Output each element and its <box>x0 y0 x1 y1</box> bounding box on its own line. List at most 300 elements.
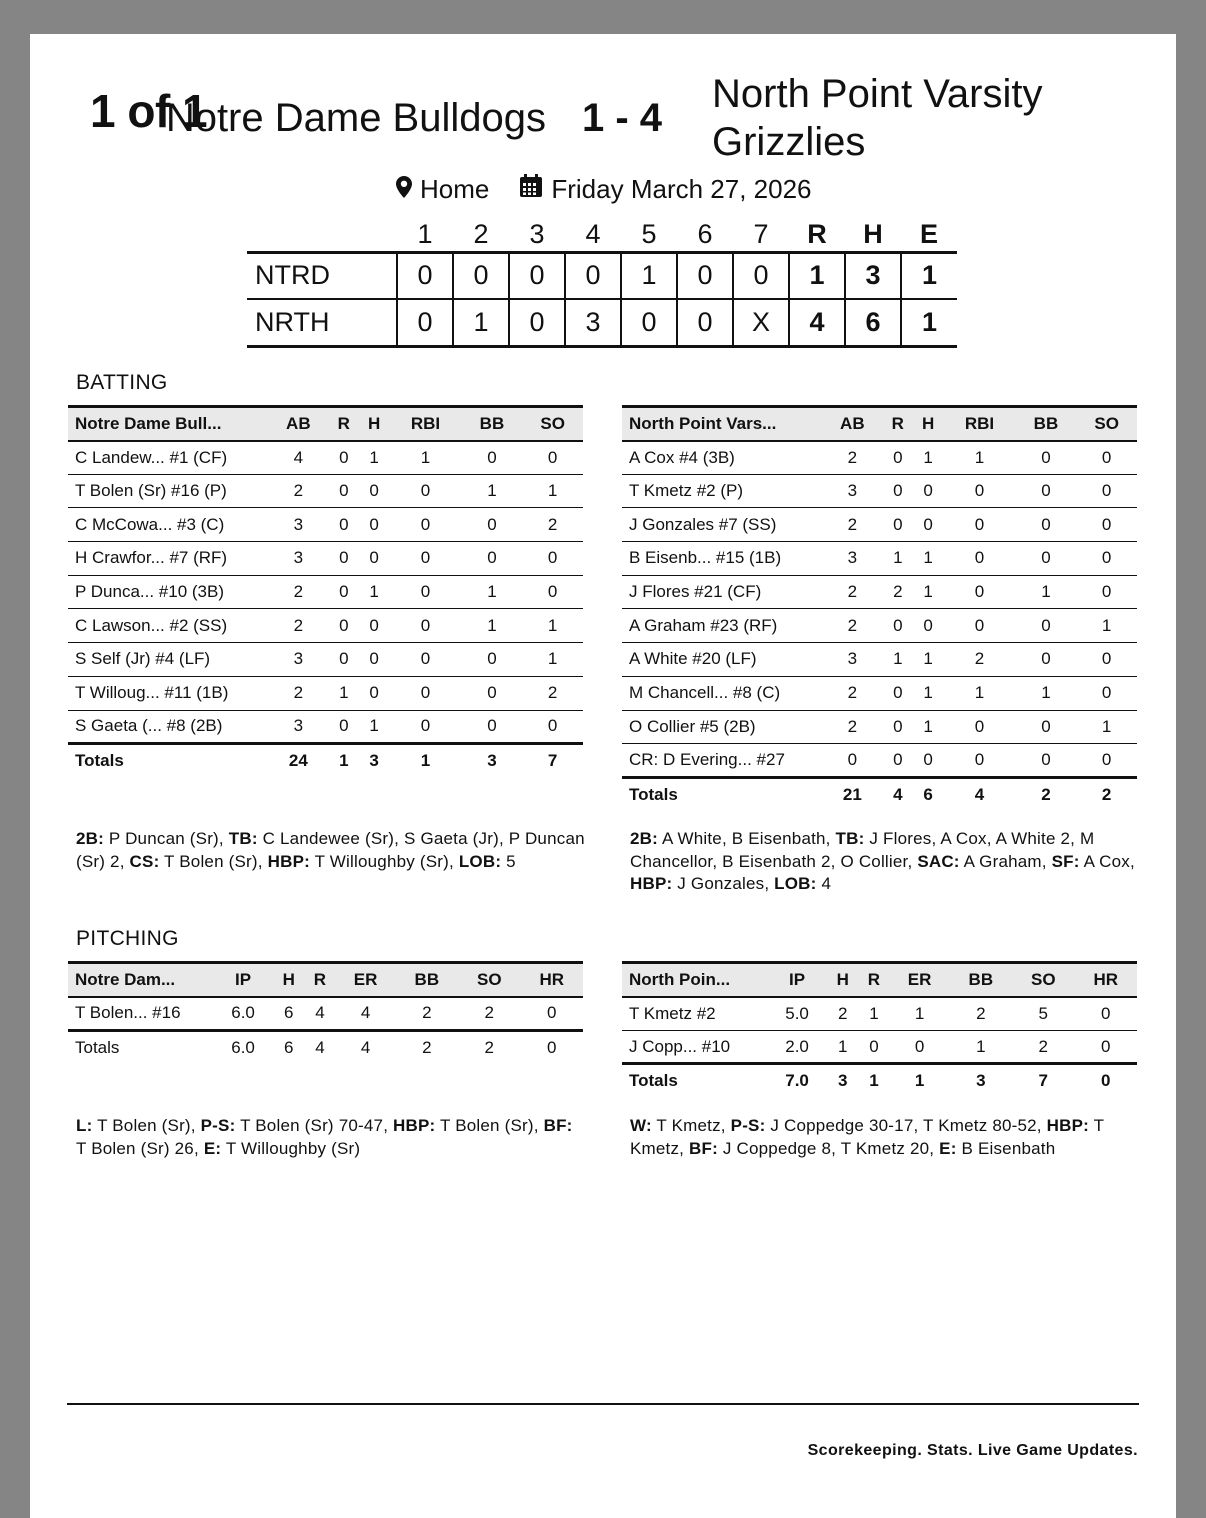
note-label: SAC: <box>917 851 960 871</box>
stat-cell: 4 <box>304 997 335 1031</box>
player-row <box>68 609 583 643</box>
player-name: J Gonzales #7 (SS) <box>622 508 822 542</box>
line-score-row <box>247 252 957 299</box>
stat-cell: 2 <box>268 609 329 643</box>
stat-cell: 0 <box>389 542 461 576</box>
stat-cell: 0 <box>943 744 1015 778</box>
stat-cell: 0 <box>329 542 359 576</box>
stat-cell: 3 <box>268 710 329 744</box>
stat-cell: 2 <box>883 575 913 609</box>
player-row <box>68 643 583 677</box>
stat-cell: 2 <box>822 609 883 643</box>
player-name: P Dunca... #10 (3B) <box>68 575 268 609</box>
stat-cell: 0 <box>1076 542 1137 576</box>
stat-cell: 1 <box>522 643 583 677</box>
stats-header-row <box>68 407 583 441</box>
errors-header: E <box>919 218 938 249</box>
stat-cell: 0 <box>389 508 461 542</box>
stat-cell: 0 <box>883 710 913 744</box>
stat-cell: 0 <box>883 609 913 643</box>
player-name: CR: D Evering... #27 <box>622 744 822 778</box>
away-pitching-notes <box>630 1115 1135 1160</box>
player-row <box>622 744 1137 778</box>
stat-cell: 0 <box>522 542 583 576</box>
stat-cell: 0 <box>522 575 583 609</box>
player-name: A Graham #23 (RF) <box>622 609 822 643</box>
player-name: C Lawson... #2 (SS) <box>68 609 268 643</box>
stat-cell: 6 <box>273 997 304 1031</box>
hits-header: H <box>863 218 883 249</box>
inning-score: 0 <box>509 299 565 346</box>
player-name: A White #20 (LF) <box>622 643 822 677</box>
stat-cell: 1 <box>462 474 523 508</box>
stat-cell: 1 <box>462 609 523 643</box>
note-label: E: <box>939 1138 957 1158</box>
stat-cell: 1 <box>913 542 943 576</box>
stat-cell: 0 <box>1076 575 1137 609</box>
note-text: J Flores, A Cox, A White 2, M Chancellor, B Eisenbath 2, O Collier, <box>630 829 1095 871</box>
stat-cell: 3 <box>268 508 329 542</box>
player-name: T Willoug... #11 (1B) <box>68 676 268 710</box>
location-label: Home <box>420 174 490 204</box>
note-text: T Bolen (Sr), <box>435 1116 544 1135</box>
inning-header: 6 <box>697 218 713 249</box>
stat-cell: 0 <box>462 643 523 677</box>
total-cell: 2 <box>396 1030 458 1064</box>
total-cell: 24 <box>268 744 329 778</box>
player-row <box>622 1030 1137 1064</box>
stat-cell: 1 <box>913 710 943 744</box>
stat-cell: 2 <box>522 508 583 542</box>
note-text: T Bolen (Sr), <box>92 1116 201 1135</box>
player-row <box>622 710 1137 744</box>
note-label: CS: <box>129 851 160 871</box>
stat-cell: 0 <box>389 609 461 643</box>
note-text: T Willoughby (Sr) <box>221 1138 361 1158</box>
column-header: SO <box>1076 407 1137 441</box>
stat-cell: 0 <box>883 508 913 542</box>
note-text: J Gonzales, <box>672 874 775 893</box>
column-header: H <box>359 407 389 441</box>
stat-cell: 0 <box>462 710 523 744</box>
home-batting-table <box>68 405 583 777</box>
column-header: IP <box>213 963 273 997</box>
stat-cell: 0 <box>522 710 583 744</box>
note-text: A White, B Eisenbath, <box>658 829 836 848</box>
stat-cell: 2 <box>268 575 329 609</box>
totals-label: Totals <box>68 744 268 778</box>
stat-cell: 2 <box>950 997 1012 1031</box>
stat-cell: 1 <box>950 1030 1012 1064</box>
note-label: 2B: <box>76 829 104 848</box>
pitching-section-title: PITCHING <box>76 927 179 950</box>
player-name: S Self (Jr) #4 (LF) <box>68 643 268 677</box>
stat-cell: 1 <box>827 1030 858 1064</box>
note-label: TB: <box>228 829 258 848</box>
note-text: T Bolen (Sr) 26, <box>76 1138 204 1158</box>
stat-cell: 0 <box>359 643 389 677</box>
column-header: BB <box>462 407 523 441</box>
column-header: R <box>304 963 335 997</box>
total-cell: 6 <box>913 777 943 811</box>
player-name: M Chancell... #8 (C) <box>622 676 822 710</box>
stat-cell: 0 <box>389 676 461 710</box>
inning-score: 0 <box>565 252 621 299</box>
player-row <box>622 643 1137 677</box>
note-label: W: <box>630 1116 652 1135</box>
note-label: P-S: <box>200 1116 236 1135</box>
away-team-name: North Point Varsity Grizzlies <box>712 72 1043 164</box>
home-pitching-table <box>68 961 583 1064</box>
note-label: L: <box>76 1116 93 1135</box>
note-text: 5 <box>501 851 516 871</box>
total-cell: 4 <box>336 1030 396 1064</box>
note-text: T Kmetz, <box>651 1116 731 1135</box>
stat-cell: 0 <box>329 474 359 508</box>
inning-score: 0 <box>453 252 509 299</box>
total-cell: 1 <box>890 1064 950 1098</box>
final-score: 1 - 4 <box>582 96 663 140</box>
player-name: J Flores #21 (CF) <box>622 575 822 609</box>
total-cell: 3 <box>827 1064 858 1098</box>
total-cell: 4 <box>943 777 1015 811</box>
stats-header-row <box>622 963 1137 997</box>
note-label: HBP: <box>393 1116 436 1135</box>
stat-cell: 1 <box>883 643 913 677</box>
stat-cell: 3 <box>822 542 883 576</box>
home-team-name: Notre Dame Bulldogs <box>165 96 546 140</box>
stat-cell: 2 <box>822 676 883 710</box>
stat-cell: 3 <box>822 474 883 508</box>
stat-cell: 0 <box>1076 441 1137 475</box>
note-text: T Bolen (Sr), <box>159 851 268 871</box>
stat-cell: 2 <box>822 441 883 475</box>
player-row <box>68 441 583 475</box>
stat-cell: 1 <box>389 441 461 475</box>
column-header: ER <box>890 963 950 997</box>
column-header: BB <box>950 963 1012 997</box>
column-header: RBI <box>389 407 461 441</box>
stats-header-row <box>622 407 1137 441</box>
stat-cell: 0 <box>329 643 359 677</box>
player-row <box>622 997 1137 1031</box>
team-header: North Poin... <box>622 963 767 997</box>
total-cell: 0 <box>521 1030 583 1064</box>
stat-cell: 0 <box>1016 609 1077 643</box>
column-header: HR <box>521 963 583 997</box>
stat-cell: 2 <box>943 643 1015 677</box>
note-label: E: <box>203 1138 222 1158</box>
box-score-page <box>30 34 1176 1518</box>
stat-cell: 0 <box>329 575 359 609</box>
totals-label: Totals <box>68 1030 213 1064</box>
player-name: O Collier #5 (2B) <box>622 710 822 744</box>
player-name: T Bolen... #16 <box>68 997 213 1031</box>
stat-cell: 2 <box>458 997 520 1031</box>
stat-cell: 0 <box>883 441 913 475</box>
stat-cell: 0 <box>943 474 1015 508</box>
line-score-table <box>247 218 957 348</box>
player-row <box>68 474 583 508</box>
total-cell: 1 <box>329 744 359 778</box>
inning-score: 0 <box>733 252 789 299</box>
total-cell: 4 <box>304 1030 335 1064</box>
game-date: Friday March 27, 2026 <box>551 174 812 204</box>
runs-header: R <box>807 218 827 249</box>
stat-cell: 1 <box>522 474 583 508</box>
stat-cell: 0 <box>522 441 583 475</box>
stat-cell: 0 <box>858 1030 889 1064</box>
column-header: ER <box>336 963 396 997</box>
note-text: J Coppedge 8, T Kmetz 20, <box>717 1138 940 1158</box>
player-row <box>622 474 1137 508</box>
inning-score: X <box>733 299 789 346</box>
stat-cell: 2.0 <box>767 1030 827 1064</box>
inning-score: 1 <box>621 252 677 299</box>
note-text: 4 <box>816 874 832 893</box>
total-cell: 4 <box>883 777 913 811</box>
note-label: LOB: <box>458 851 502 871</box>
note-label: TB: <box>835 829 865 848</box>
stat-cell: 0 <box>943 710 1015 744</box>
inning-score: 0 <box>677 252 733 299</box>
stat-cell: 0 <box>389 575 461 609</box>
runs-total: 4 <box>789 299 845 346</box>
stat-cell: 0 <box>462 441 523 475</box>
stat-cell: 0 <box>1016 710 1077 744</box>
player-row <box>622 508 1137 542</box>
stat-cell: 0 <box>913 744 943 778</box>
calendar-icon <box>519 174 543 205</box>
team-header: North Point Vars... <box>622 407 822 441</box>
total-cell: 3 <box>359 744 389 778</box>
stat-cell: 0 <box>329 508 359 542</box>
stat-cell: 0 <box>1076 744 1137 778</box>
player-name: J Copp... #10 <box>622 1030 767 1064</box>
stat-cell: 2 <box>827 997 858 1031</box>
stat-cell: 1 <box>359 441 389 475</box>
inning-score: 0 <box>677 299 733 346</box>
player-name: T Kmetz #2 (P) <box>622 474 822 508</box>
total-cell: 7 <box>1012 1064 1074 1098</box>
home-batting-notes <box>76 828 586 873</box>
player-row <box>68 997 583 1031</box>
stat-cell: 0 <box>359 676 389 710</box>
inning-header: 4 <box>585 218 601 249</box>
total-cell: 3 <box>462 744 523 778</box>
away-pitching-table <box>622 961 1137 1098</box>
column-header: SO <box>458 963 520 997</box>
column-header: H <box>273 963 304 997</box>
stat-cell: 2 <box>1012 1030 1074 1064</box>
stat-cell: 2 <box>822 710 883 744</box>
team-abbr: NTRD <box>247 252 397 299</box>
column-header: IP <box>767 963 827 997</box>
totals-row <box>622 777 1137 811</box>
total-cell: 7.0 <box>767 1064 827 1098</box>
stat-cell: 6.0 <box>213 997 273 1031</box>
inning-score: 0 <box>621 299 677 346</box>
stat-cell: 0 <box>1075 1030 1137 1064</box>
player-name: C McCowa... #3 (C) <box>68 508 268 542</box>
hits-total: 6 <box>845 299 901 346</box>
note-label: BF: <box>689 1138 718 1158</box>
player-row <box>622 542 1137 576</box>
stat-cell: 0 <box>1075 997 1137 1031</box>
column-header: SO <box>1012 963 1074 997</box>
stat-cell: 0 <box>359 474 389 508</box>
total-cell: 0 <box>1075 1064 1137 1098</box>
stat-cell: 0 <box>1016 474 1077 508</box>
column-header: AB <box>268 407 329 441</box>
totals-row <box>68 744 583 778</box>
stat-cell: 0 <box>943 508 1015 542</box>
column-header: SO <box>522 407 583 441</box>
player-name: S Gaeta (... #8 (2B) <box>68 710 268 744</box>
stat-cell: 0 <box>913 609 943 643</box>
note-label: SF: <box>1051 851 1080 871</box>
stat-cell: 0 <box>943 609 1015 643</box>
stat-cell: 1 <box>858 997 889 1031</box>
inning-header: 3 <box>529 218 545 249</box>
runs-total: 1 <box>789 252 845 299</box>
stat-cell: 0 <box>890 1030 950 1064</box>
column-header: RBI <box>943 407 1015 441</box>
stat-cell: 0 <box>1076 643 1137 677</box>
stat-cell: 0 <box>913 508 943 542</box>
location-pin-icon <box>396 174 412 205</box>
stat-cell: 1 <box>913 441 943 475</box>
stat-cell: 0 <box>1076 676 1137 710</box>
player-row <box>622 575 1137 609</box>
note-text: C Landewee (Sr), S Gaeta (Jr), P Duncan (Sr) 2, <box>76 829 585 871</box>
total-cell: 3 <box>950 1064 1012 1098</box>
player-name: T Kmetz #2 <box>622 997 767 1031</box>
stat-cell: 1 <box>890 997 950 1031</box>
team-abbr: NRTH <box>247 299 397 346</box>
stat-cell: 1 <box>1076 710 1137 744</box>
stat-cell: 4 <box>336 997 396 1031</box>
player-name: A Cox #4 (3B) <box>622 441 822 475</box>
stat-cell: 0 <box>822 744 883 778</box>
player-row <box>622 609 1137 643</box>
stat-cell: 0 <box>389 643 461 677</box>
total-cell: 1 <box>389 744 461 778</box>
stat-cell: 0 <box>883 676 913 710</box>
inning-header: 7 <box>753 218 769 249</box>
note-label: 2B: <box>630 829 658 848</box>
column-header: R <box>883 407 913 441</box>
away-batting-table <box>622 405 1137 811</box>
stat-cell: 0 <box>1076 474 1137 508</box>
team-header: Notre Dame Bull... <box>68 407 268 441</box>
stat-cell: 1 <box>462 575 523 609</box>
total-cell: 6.0 <box>213 1030 273 1064</box>
stat-cell: 0 <box>1016 508 1077 542</box>
stat-cell: 1 <box>359 575 389 609</box>
stat-cell: 2 <box>822 575 883 609</box>
stat-cell: 5.0 <box>767 997 827 1031</box>
total-cell: 2 <box>458 1030 520 1064</box>
note-text: T Kmetz, <box>630 1116 1104 1158</box>
total-cell: 2 <box>1016 777 1077 811</box>
stat-cell: 0 <box>462 508 523 542</box>
totals-label: Totals <box>622 777 822 811</box>
player-row <box>68 542 583 576</box>
stat-cell: 2 <box>268 474 329 508</box>
column-header: BB <box>1016 407 1077 441</box>
player-name: C Landew... #1 (CF) <box>68 441 268 475</box>
team-column-header <box>247 218 397 252</box>
stat-cell: 1 <box>913 643 943 677</box>
player-row <box>622 441 1137 475</box>
stat-cell: 0 <box>1076 508 1137 542</box>
stat-cell: 0 <box>389 710 461 744</box>
note-text: T Bolen (Sr) 70-47, <box>235 1116 394 1135</box>
note-label: HBP: <box>630 874 673 893</box>
player-name: B Eisenb... #15 (1B) <box>622 542 822 576</box>
note-label: LOB: <box>774 874 817 893</box>
note-text: A Graham, <box>959 851 1052 871</box>
stat-cell: 1 <box>913 575 943 609</box>
stat-cell: 1 <box>943 441 1015 475</box>
stat-cell: 1 <box>943 676 1015 710</box>
total-cell: 2 <box>1076 777 1137 811</box>
inning-score: 3 <box>565 299 621 346</box>
note-label: P-S: <box>730 1116 766 1135</box>
stat-cell: 0 <box>329 710 359 744</box>
stat-cell: 0 <box>1016 744 1077 778</box>
player-row <box>68 676 583 710</box>
total-cell: 6 <box>273 1030 304 1064</box>
page-counter: 1 of 1 <box>90 85 208 137</box>
stat-cell: 2 <box>822 508 883 542</box>
stat-cell: 1 <box>883 542 913 576</box>
hits-total: 3 <box>845 252 901 299</box>
stat-cell: 0 <box>943 542 1015 576</box>
player-row <box>622 676 1137 710</box>
stat-cell: 0 <box>389 474 461 508</box>
column-header: H <box>827 963 858 997</box>
stat-cell: 0 <box>943 575 1015 609</box>
game-meta <box>396 174 812 205</box>
totals-row <box>68 1030 583 1064</box>
stat-cell: 3 <box>822 643 883 677</box>
inning-header: 5 <box>641 218 657 249</box>
stat-cell: 1 <box>913 676 943 710</box>
batting-section-title: BATTING <box>76 371 168 394</box>
line-score-row <box>247 299 957 346</box>
stat-cell: 3 <box>268 542 329 576</box>
inning-score: 1 <box>453 299 509 346</box>
stat-cell: 0 <box>521 997 583 1031</box>
player-row <box>68 575 583 609</box>
stats-header-row <box>68 963 583 997</box>
note-text: P Duncan (Sr), <box>104 829 229 848</box>
stat-cell: 0 <box>1016 643 1077 677</box>
column-header: BB <box>396 963 458 997</box>
column-header: H <box>913 407 943 441</box>
stat-cell: 0 <box>883 474 913 508</box>
stat-cell: 2 <box>522 676 583 710</box>
note-text: T Willoughby (Sr), <box>309 851 459 871</box>
player-row <box>68 508 583 542</box>
total-cell: 7 <box>522 744 583 778</box>
stat-cell: 2 <box>396 997 458 1031</box>
stat-cell: 0 <box>329 441 359 475</box>
column-header: R <box>858 963 889 997</box>
stat-cell: 1 <box>329 676 359 710</box>
